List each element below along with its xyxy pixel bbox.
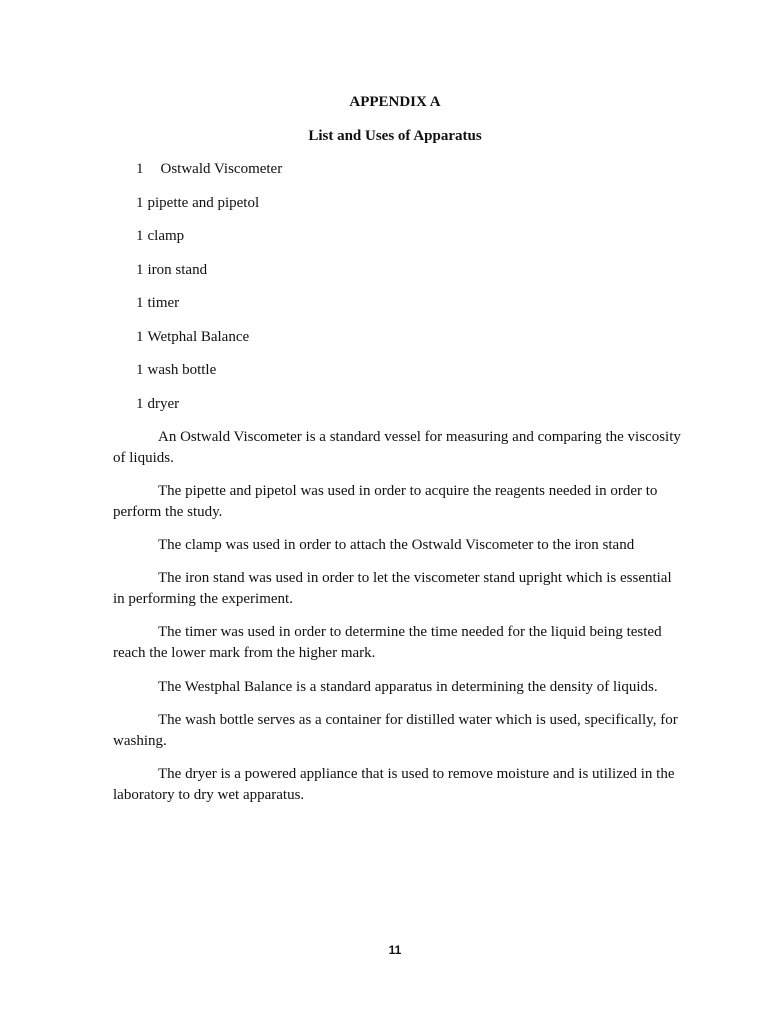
item-name: dryer — [147, 396, 180, 412]
apparatus-list-item — [136, 227, 184, 245]
apparatus-list-item — [136, 160, 282, 178]
item-name: pipette and pipetol — [147, 195, 260, 211]
item-quantity: 1 — [136, 396, 144, 412]
item-quantity: 1 — [136, 362, 144, 378]
paragraph-pipette: The pipette and pipetol was used in order to acquire the reagents needed in order to perform the study. — [113, 483, 658, 520]
apparatus-list-item — [136, 328, 249, 346]
paragraph-timer: The timer was used in order to determine the time needed for the liquid being tested reach the lower mark from the higher mark. — [113, 624, 662, 661]
item-name: timer — [147, 295, 180, 311]
apparatus-list-item — [136, 194, 259, 212]
apparatus-list-item — [136, 294, 179, 312]
apparatus-list-item — [136, 261, 207, 279]
paragraph-dryer: The dryer is a powered appliance that is used to remove moisture and is utilized in the laboratory to dry wet apparatus. — [113, 766, 675, 803]
paragraph-clamp: The clamp was used in order to attach the Ostwald Viscometer to the iron stand — [158, 537, 635, 553]
paragraph-balance: The Westphal Balance is a standard apparatus in determining the density of liquids. — [158, 679, 658, 695]
section-subtitle: List and Uses of Apparatus — [308, 128, 482, 144]
paragraph-iron-stand: The iron stand was used in order to let the viscometer stand upright which is essential in performing the experiment. — [113, 570, 672, 607]
apparatus-list-item — [136, 361, 216, 379]
page-number: 11 — [388, 943, 402, 957]
item-name: iron stand — [147, 262, 208, 278]
item-name: Wetphal Balance — [147, 329, 250, 345]
item-quantity: 1 — [136, 295, 144, 311]
item-name: clamp — [147, 228, 185, 244]
item-quantity: 1 — [136, 228, 144, 244]
item-quantity: 1 — [136, 262, 144, 278]
appendix-title: APPENDIX A — [349, 94, 441, 110]
paragraph-wash-bottle: The wash bottle serves as a container for distilled water which is used, specifically, for washing. — [113, 712, 678, 749]
item-quantity: 1 — [136, 329, 144, 345]
item-quantity: 1 — [136, 195, 144, 211]
item-name: Ostwald Viscometer — [160, 161, 283, 177]
item-quantity: 1 — [136, 161, 144, 177]
paragraph-viscometer: An Ostwald Viscometer is a standard vessel for measuring and comparing the viscosity of liquids. — [113, 429, 681, 466]
apparatus-list-item — [136, 395, 179, 413]
item-name: wash bottle — [147, 362, 217, 378]
